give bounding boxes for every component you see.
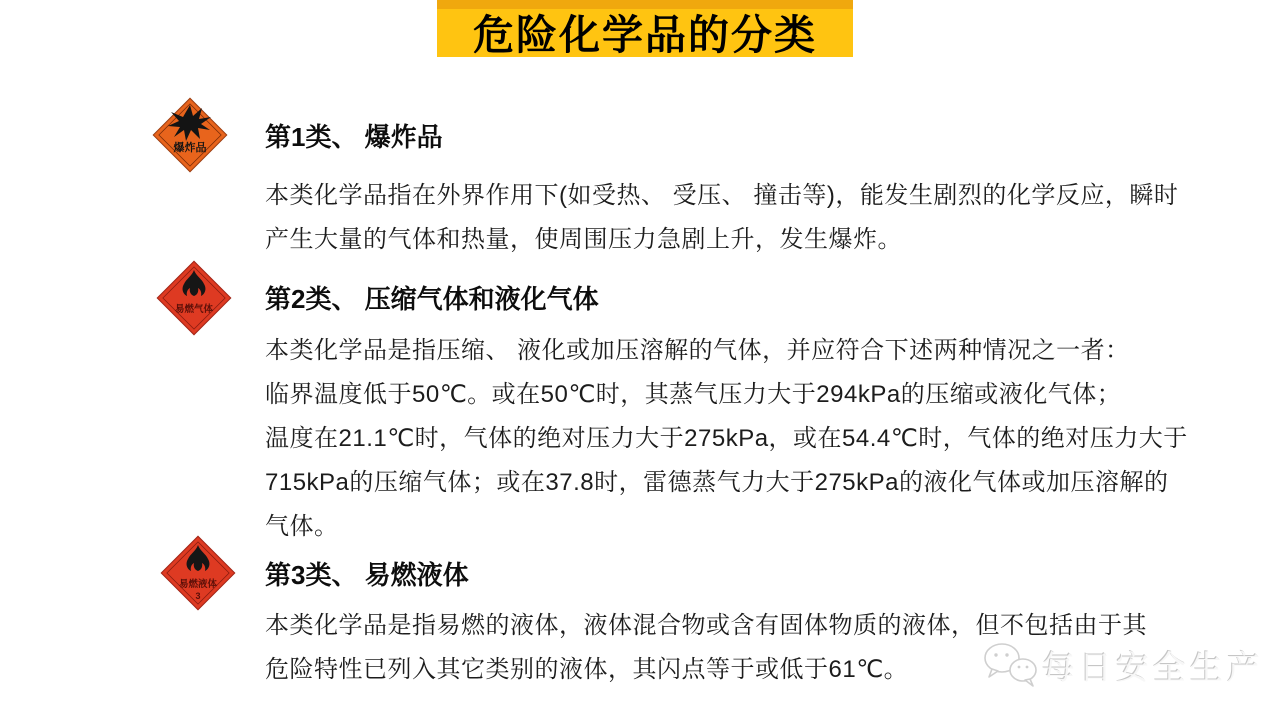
flammable-gas-placard-icon bbox=[154, 258, 234, 338]
watermark-text: 每日安全生产 bbox=[1042, 648, 1264, 686]
explosive-placard-icon bbox=[150, 95, 230, 175]
wechat-icon bbox=[978, 636, 1042, 694]
body-line: 产生大量的气体和热量，使周围压力急剧上升，发生爆炸。 bbox=[265, 226, 902, 253]
body-line: 气体。 bbox=[265, 513, 339, 540]
flammable-liquid-placard-icon bbox=[158, 533, 238, 613]
page-title: 危险化学品的分类 bbox=[473, 12, 817, 58]
watermark bbox=[978, 636, 1264, 694]
body-line: 危险特性已列入其它类别的液体，其闪点等于或低于61℃。 bbox=[265, 656, 909, 683]
section-1-paragraph bbox=[265, 174, 1178, 262]
body-line: 本类化学品指在外界作用下(如受热、 受压、 撞击等)，能发生剧烈的化学反应，瞬时 bbox=[265, 182, 1179, 209]
body-line: 温度在21.1℃时，气体的绝对压力大于275kPa，或在54.4℃时，气体的绝对压力大于 bbox=[265, 425, 1188, 452]
section-2-heading: 第2类、 压缩气体和液化气体 bbox=[265, 284, 599, 314]
body-line: 临界温度低于50℃。或在50℃时，其蒸气压力大于294kPa的压缩或液化气体； bbox=[265, 381, 1122, 408]
placard-label: 易燃气体 bbox=[174, 304, 214, 315]
body-line: 本类化学品是指压缩、 液化或加压溶解的气体，并应符合下述两种情况之一者： bbox=[265, 337, 1130, 364]
section-1-heading: 第1类、 爆炸品 bbox=[265, 122, 443, 152]
title-banner bbox=[437, 0, 853, 57]
section-3-heading: 第3类、 易燃液体 bbox=[265, 560, 469, 590]
body-line: 本类化学品是指易燃的液体，液体混合物或含有固体物质的液体，但不包括由于其 bbox=[265, 612, 1147, 639]
placard-class-number: 3 bbox=[195, 591, 201, 601]
section-2-paragraph bbox=[265, 329, 1188, 549]
placard-label: 易燃液体 bbox=[178, 579, 218, 590]
placard-label: 爆炸品 bbox=[173, 142, 207, 154]
body-line: 715kPa的压缩气体；或在37.8时，雷德蒸气力大于275kPa的液化气体或加压溶解的 bbox=[265, 469, 1169, 496]
